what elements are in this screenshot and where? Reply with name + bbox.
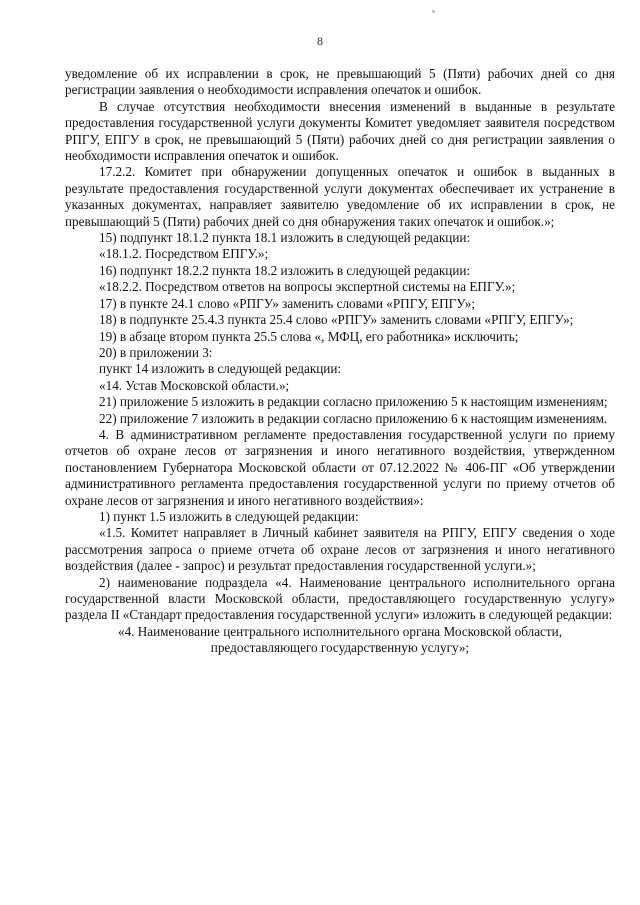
paragraph: 17) в пункте 24.1 слово «РПГУ» заменить словами «РПГУ, ЕПГУ»; (99, 295, 476, 311)
paragraph: 15) подпункт 18.1.2 пункта 18.1 изложить в следующей редакции: (99, 230, 471, 246)
paragraph: 17.2.2. Комитет при обнаружении допущенных опечаток и ошибок в выданных в результате предоставления государственной услуги документах обеспечивает их устранение в указанных документах, направляет заявителю уведомление об их исправлении в срок, не превышающий 5 (Пяти) рабочих дней со дня обнаружения таких опечаток и ошибок.»; (65, 164, 615, 229)
paragraph: 19) в абзаце втором пункта 25.5 слова «, МФЦ, его работника» исключить; (99, 328, 519, 344)
paragraph: В случае отсутствия необходимости внесения изменений в выданные в результате предоставления государственной услуги документы Комитет уведомляет заявителя посредством РПГУ, ЕПГУ в срок, не превышающий 5 (Пяти) рабочих дней со дня регистрации заявления о необходимости исправления опечаток и ошибок. (65, 98, 615, 164)
paragraph: «1.5. Комитет направляет в Личный кабинет заявителя на РПГУ, ЕПГУ сведения о ходе рассмотрения запроса о приеме отчета об охране лесов от загрязнения и иного негативного воздействия (далее - запрос) и результат предоставления государственной услуги.»; (65, 525, 615, 574)
paragraph: 22) приложение 7 изложить в редакции согласно приложению 6 к настоящим изменениям. (99, 410, 608, 426)
paragraph: 18) в подпункте 25.4.3 пункта 25.4 слово «РПГУ» заменить словами «РПГУ, ЕПГУ»; (99, 312, 574, 328)
paragraph: 20) в приложении 3: (99, 344, 213, 360)
paragraph: пункт 14 изложить в следующей редакции: (99, 361, 342, 377)
paragraph: 2) наименование подраздела «4. Наименование центрального исполнительного органа государственной власти Московской области, предоставляющего государственную услугу» раздела II «Стандарт предоставления государственной услуги» изложить в следующей редакции: (65, 574, 615, 623)
paragraph: «4. Наименование центрального исполнительного органа Московской области, предоставляющего государственную услугу»; (117, 623, 563, 656)
paragraph: 4. В административном регламенте предоставления государственной услуги по приему отчетов об охране лесов от загрязнения и иного негативного воздействия, утвержденном постановлением Губернатора Московской области от 07.12.2022 № 406-ПГ «Об утверждении административного регламента предоставления государственной услуги по приему отчетов об охране лесов от загрязнения и иного негативного воздействия»: (65, 426, 615, 508)
paragraph: 16) подпункт 18.2.2 пункта 18.2 изложить в следующей редакции: (99, 262, 471, 278)
paragraph: «18.1.2. Посредством ЕПГУ.»; (99, 246, 269, 262)
paragraph: уведомление об их исправлении в срок, не превышающий 5 (Пяти) рабочих дней со дня регистрации заявления о необходимости исправления опечаток и ошибок. (65, 66, 615, 98)
paragraph: 1) пункт 1.5 изложить в следующей редакции: (99, 508, 359, 524)
paragraph: «18.2.2. Посредством ответов на вопросы экспертной системы на ЕПГУ.»; (99, 279, 516, 295)
paragraph: «14. Устав Московской области.»; (99, 377, 290, 393)
page-number: 8 (317, 34, 323, 48)
scan-speck (432, 10, 435, 13)
paragraph: 21) приложение 5 изложить в редакции согласно приложению 5 к настоящим изменениям; (99, 394, 608, 410)
document-body (65, 66, 615, 657)
